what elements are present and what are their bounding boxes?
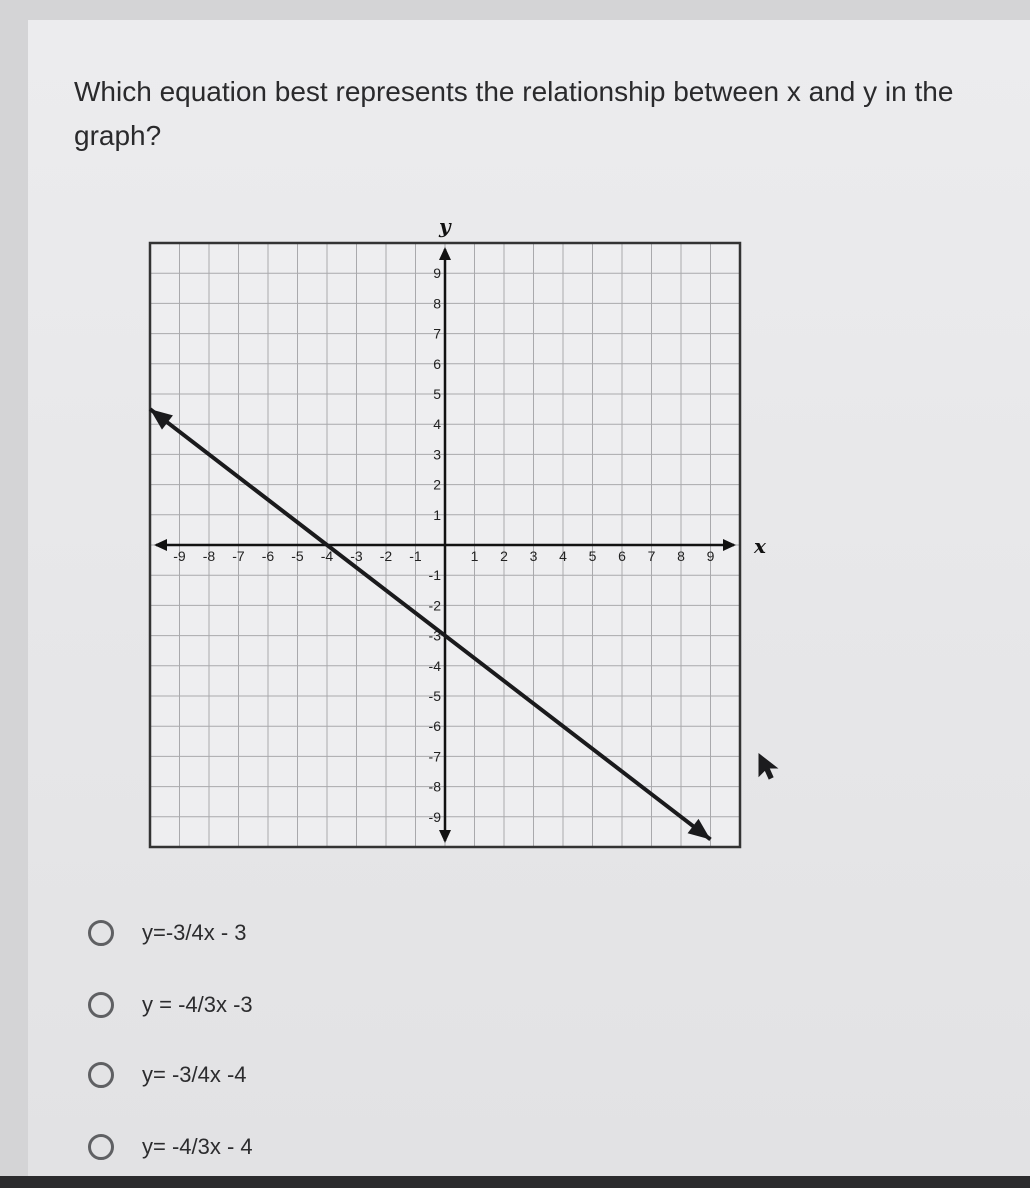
x-tick-label: 7 (647, 548, 656, 564)
mouse-pointer-icon (756, 752, 782, 782)
x-tick-label: 9 (706, 548, 715, 564)
y-tick-label: 2 (433, 476, 441, 493)
x-tick-label: -6 (261, 548, 275, 564)
x-tick-label: -2 (379, 548, 393, 564)
x-tick-label: 8 (677, 548, 685, 564)
y-tick-label: -5 (428, 688, 441, 704)
option-3[interactable] (88, 1062, 247, 1088)
y-tick-label: -2 (428, 597, 441, 614)
y-tick-label: 7 (433, 325, 441, 342)
y-tick-label: -3 (428, 627, 441, 644)
option-label: y = -4/3x -3 (142, 992, 253, 1017)
x-tick-label: 1 (470, 548, 479, 564)
radio-button[interactable] (88, 1062, 114, 1088)
y-tick-label: -7 (428, 748, 441, 765)
x-tick-label: -8 (202, 548, 216, 564)
option-2[interactable] (88, 992, 253, 1018)
x-tick-label: 2 (500, 548, 508, 564)
y-tick-label: -1 (428, 567, 441, 584)
y-tick-label: -8 (428, 778, 441, 795)
x-tick-label: 4 (559, 548, 567, 564)
y-tick-label: -6 (428, 718, 441, 735)
bottom-bar (0, 1176, 1030, 1188)
radio-button[interactable] (88, 920, 114, 946)
x-tick-label: -4 (320, 548, 334, 564)
x-axis-label: x (754, 534, 766, 558)
x-tick-label: -5 (291, 548, 304, 564)
radio-button[interactable] (88, 992, 114, 1018)
x-tick-label: 3 (529, 548, 538, 564)
y-axis-label: y (439, 214, 451, 238)
y-tick-label: 3 (433, 446, 441, 463)
question-text: Which equation best represents the relationship between x and y in the graph? (74, 76, 954, 151)
x-tick-label: -7 (232, 548, 245, 564)
x-tick-label: -3 (350, 548, 363, 564)
y-tick-label: 5 (433, 386, 441, 402)
option-label: y= -3/4x -4 (142, 1062, 247, 1087)
option-1[interactable] (88, 920, 247, 946)
x-tick-label: 5 (588, 548, 597, 564)
y-tick-label: -4 (428, 657, 441, 674)
y-tick-label: 9 (433, 265, 441, 282)
option-label: y=-3/4x - 3 (142, 920, 247, 945)
coordinate-graph (130, 205, 810, 865)
y-tick-label: 8 (433, 295, 441, 312)
x-tick-label: 6 (618, 548, 626, 564)
option-4[interactable] (88, 1134, 253, 1160)
y-tick-label: 6 (433, 355, 441, 372)
option-label: y= -4/3x - 4 (142, 1134, 253, 1159)
y-tick-label: 1 (433, 506, 441, 523)
x-tick-label: -9 (173, 548, 186, 564)
y-tick-label: 4 (433, 416, 441, 433)
y-tick-label: -9 (428, 808, 441, 825)
radio-button[interactable] (88, 1134, 114, 1160)
x-tick-label: -1 (409, 548, 422, 564)
